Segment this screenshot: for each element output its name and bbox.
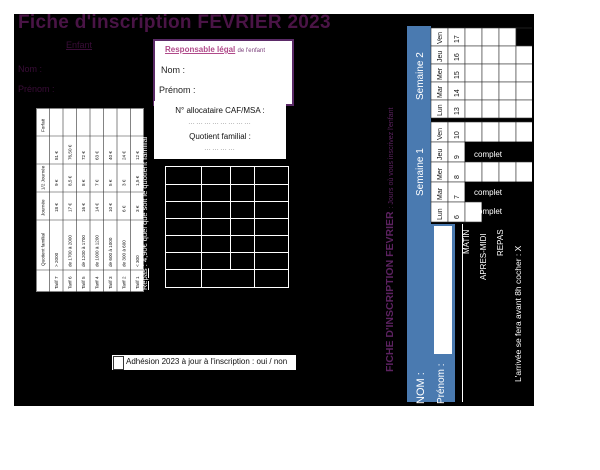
adhesion-field: [112, 355, 296, 370]
week2-checkbox[interactable]: [516, 46, 532, 64]
week2-checkbox[interactable]: [482, 64, 499, 82]
child-prenom-label[interactable]: Prénom :: [18, 84, 55, 94]
week2-checkbox[interactable]: [499, 64, 516, 82]
week2-checkbox[interactable]: [465, 46, 482, 64]
week2-checkbox[interactable]: [499, 28, 516, 46]
parent-header-bold: Responsable légal: [165, 45, 236, 54]
tarif-demi-journee: 8 €: [80, 179, 86, 186]
tarif-quotient: de 300 à 600: [121, 240, 127, 267]
tarif-table: [36, 108, 144, 292]
caf-allocataire-label[interactable]: N° allocataire CAF/MSA :: [175, 106, 265, 115]
side-subtitle-text: : Jours où vous inscrivez l'enfant: [388, 107, 395, 209]
tarif-name: Tarif 4: [94, 276, 100, 289]
week2-day: Lun: [437, 104, 444, 116]
week1-checkbox[interactable]: [516, 162, 532, 182]
schedule-prenom-label[interactable]: Prénom :: [436, 363, 447, 404]
tarif-forfait: 81 €: [53, 151, 59, 160]
empty-grid: [165, 166, 289, 288]
complet-label-2: complet: [474, 188, 503, 197]
tarif-quotient: < 300: [134, 255, 140, 267]
tarif-name: Tarif 2: [121, 276, 127, 289]
week2-day: Jeu: [437, 50, 444, 62]
quotient-familial-dots: …………: [204, 145, 236, 152]
week1-day: Mer: [437, 167, 444, 180]
row-label-apres-midi: APRES-MIDI: [479, 233, 488, 280]
week2-checkbox: [516, 28, 532, 46]
tarif-demi-journee: 5 €: [107, 179, 113, 186]
tarif-name: Tarif 6: [67, 276, 73, 289]
week2-checkbox[interactable]: [482, 82, 499, 100]
tarif-forfait: 63 €: [94, 151, 100, 160]
tarif-demi-journee: 8,5 €: [67, 175, 73, 186]
tarif-journee: 18 €: [53, 203, 59, 212]
tarif-forfait: 72 €: [80, 151, 86, 160]
week2-day: Mer: [437, 67, 444, 80]
week1-num: 8: [454, 175, 461, 179]
side-title-text: FICHE D'INSCRIPTION FEVRIER: [384, 211, 396, 372]
week2-checkbox[interactable]: [482, 28, 499, 46]
week2-checkbox[interactable]: [499, 82, 516, 100]
complet-label-3: complet: [474, 207, 503, 216]
tarif-header-demi-journee: 1/2 Journée: [40, 165, 46, 190]
arrival-note: L'arrivée se fera avant 8h cocher : X: [513, 245, 523, 382]
child-nom-label[interactable]: Nom :: [18, 64, 43, 74]
week1-num: 10: [454, 131, 461, 139]
week1-checkbox: [516, 182, 532, 202]
tarif-journee: 17 €: [67, 203, 73, 212]
child-section: [14, 38, 150, 100]
tarif-table-area: [36, 108, 144, 292]
tarif-journee: 10 €: [107, 203, 113, 212]
week1-checkbox[interactable]: [465, 162, 482, 182]
tarif-header-journee: Journée: [40, 199, 46, 216]
week2-checkbox[interactable]: [482, 100, 499, 118]
week2-checkbox[interactable]: [465, 100, 482, 118]
week2-num: 15: [454, 71, 461, 79]
repas-value: : 4,90€: [140, 243, 149, 267]
week1-checkbox[interactable]: [499, 162, 516, 182]
schedule-panel: [407, 26, 532, 406]
tarif-quotient: de 600 à 1000: [107, 237, 113, 267]
week1-checkbox[interactable]: [482, 122, 499, 142]
tarif-journee: 3 €: [134, 205, 140, 212]
tarif-name: Tarif 5: [80, 276, 86, 289]
parent-section: [153, 39, 294, 106]
row-label-matin: MATIN: [462, 229, 471, 254]
tarif-journee: 14 €: [94, 203, 100, 212]
week2-checkbox[interactable]: [465, 28, 482, 46]
tarif-journee: 16 €: [80, 203, 86, 212]
quotient-familial-label[interactable]: Quotient familial :: [189, 132, 251, 141]
child-header: Enfant: [66, 40, 93, 50]
tarif-quotient: de 1000 à 1200: [94, 235, 100, 267]
row-label-repas: REPAS: [496, 229, 505, 256]
tarif-name: Tarif 3: [107, 276, 113, 289]
week1-checkbox[interactable]: [482, 162, 499, 182]
schedule-nom-label[interactable]: NOM :: [415, 372, 427, 404]
tarif-name: Tarif 7: [53, 276, 59, 289]
tarif-quotient: de 1200 à 1700: [80, 235, 86, 267]
week2-label: Semaine 2: [415, 52, 426, 100]
repas-note: [140, 136, 152, 470]
tarif-forfait: 40 €: [107, 151, 113, 160]
adhesion-text: Adhésion 2023 à jour à l'inscription : oui / non: [126, 357, 288, 366]
adhesion-checkbox[interactable]: [113, 356, 124, 370]
complet-label-1: complet: [474, 150, 503, 159]
tarif-journee: 6 €: [121, 205, 127, 212]
parent-nom-label[interactable]: Nom :: [161, 65, 186, 75]
tarif-header-quotient: Quotient familial: [40, 233, 46, 266]
week2-checkbox[interactable]: [482, 46, 499, 64]
week1-day: Lun: [437, 208, 444, 220]
form-title: Fiche d'inscription FEVRIER 2023: [18, 12, 331, 33]
week1-label: Semaine 1: [415, 148, 426, 196]
week2-checkbox[interactable]: [516, 82, 532, 100]
week1-checkbox[interactable]: [516, 122, 532, 142]
repas-label: Repas: [140, 268, 149, 290]
tarif-demi-journee: 3 €: [121, 179, 127, 186]
week2-checkbox[interactable]: [465, 64, 482, 82]
week2-checkbox[interactable]: [465, 82, 482, 100]
parent-header: [165, 45, 265, 54]
tarif-quotient: de 1700 à 2000: [67, 235, 73, 267]
tarif-name: Tarif 1: [134, 276, 140, 289]
tarif-demi-journee: 7 €: [94, 179, 100, 186]
week2-day: Ven: [437, 31, 444, 44]
tarif-forfait: 12 €: [134, 151, 140, 160]
tarif-demi-journee: 1,5 €: [134, 175, 140, 186]
tarif-header-forfait: Forfait: [40, 118, 46, 132]
parent-prenom-label[interactable]: Prénom :: [159, 85, 196, 95]
week1-checkbox: [516, 142, 532, 162]
week1-checkbox[interactable]: [465, 122, 482, 142]
week2-num: 13: [454, 107, 461, 115]
tarif-forfait: 24 €: [121, 151, 127, 160]
parent-header-small: de l'enfant: [237, 48, 265, 54]
week1-day: Jeu: [437, 148, 444, 160]
week2-checkbox[interactable]: [516, 100, 532, 118]
caf-section: [154, 101, 286, 159]
week2-num: 14: [454, 89, 461, 97]
week2-checkbox[interactable]: [499, 46, 516, 64]
week1-checkbox[interactable]: [499, 122, 516, 142]
week1-num: 9: [454, 155, 461, 159]
week2-checkbox[interactable]: [499, 100, 516, 118]
week2-checkbox[interactable]: [516, 64, 532, 82]
side-title: [384, 60, 398, 372]
week2-day: Mar: [437, 85, 444, 98]
caf-allocataire-dots: ……………………: [188, 119, 252, 126]
week1-num: 6: [454, 215, 461, 219]
tarif-forfait: 76,50 €: [67, 144, 73, 160]
repas-note-text: quel que soit le quotient familial: [140, 136, 149, 242]
week1-day: Ven: [437, 127, 444, 140]
week1-checkbox: [516, 202, 532, 222]
week2-num: 16: [454, 53, 461, 61]
tarif-demi-journee: 9 €: [53, 179, 59, 186]
tarif-quotient: > 2000: [53, 252, 59, 267]
week1-day: Mar: [437, 187, 444, 200]
week1-num: 7: [454, 195, 461, 199]
week2-num: 17: [454, 35, 461, 43]
